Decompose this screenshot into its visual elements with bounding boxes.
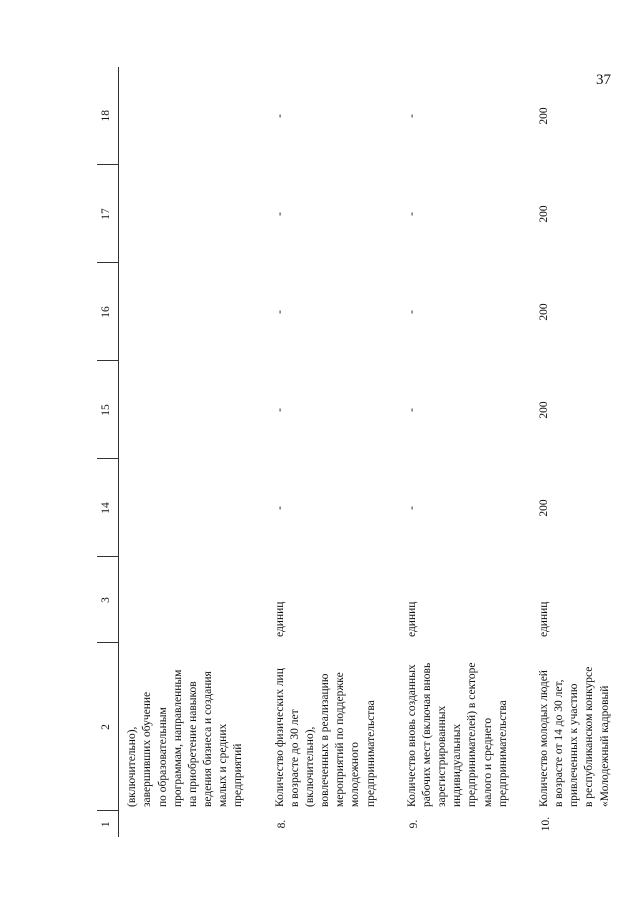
indicator-name-line: малого и среднего: [481, 717, 494, 807]
value-cell: -: [273, 310, 286, 314]
value-cell: [119, 263, 257, 361]
table-row: [257, 67, 389, 837]
indicator-name-line: на приобретение навыков: [186, 681, 199, 807]
table-row: [119, 67, 257, 837]
indicator-name-line: рабочих мест (включая вновь: [420, 662, 433, 807]
indicator-name-line: зарегистрированных: [436, 705, 449, 807]
indicator-name-line: программам, направленным: [171, 669, 184, 807]
value-cell: 200: [537, 401, 550, 419]
value-cell: [119, 67, 257, 165]
page-number: 37: [596, 72, 611, 88]
indicator-name-line: (включительно),: [303, 726, 316, 807]
indicator-name: [521, 643, 623, 811]
col-header-1: 1: [97, 811, 119, 837]
indicator-name-line: по образовательным: [156, 707, 169, 807]
indicator-name-line: молодежного: [349, 741, 362, 807]
value-cell: [119, 165, 257, 263]
value-cell: -: [273, 212, 286, 216]
value-cell: -: [405, 506, 418, 510]
indicator-name-line: в республиканском конкурсе: [583, 666, 596, 807]
indicator-name: [257, 643, 389, 811]
value-cell: 200: [537, 107, 550, 125]
table-row: [521, 67, 623, 837]
table-row: [389, 67, 521, 837]
col-header-14: 14: [97, 459, 119, 557]
value-cell: -: [273, 114, 286, 118]
indicator-name-line: малых и средних: [217, 723, 230, 807]
col-header-15: 15: [97, 361, 119, 459]
value-cell: -: [273, 408, 286, 412]
indicator-name-line: Количество физических лиц: [273, 668, 286, 807]
indicator-table: [97, 67, 623, 837]
value-cell: [119, 361, 257, 459]
indicator-name-line: в возрасте до 30 лет: [288, 709, 301, 807]
indicator-name-line: привлеченных к участию: [568, 683, 581, 807]
indicator-name-line: Количество вновь созданных: [405, 664, 418, 807]
indicator-name: [389, 643, 521, 811]
col-header-2: 2: [97, 643, 119, 811]
value-cell: -: [273, 506, 286, 510]
unit-cell: единиц: [537, 601, 550, 637]
indicator-name-line: предпринимательства: [496, 700, 509, 807]
indicator-name-line: (включительно),: [126, 726, 139, 807]
value-cell: 200: [537, 205, 550, 223]
value-cell: -: [405, 408, 418, 412]
value-cell: -: [405, 310, 418, 314]
value-cell: 200: [537, 499, 550, 517]
indicator-name-line: вовлеченных в реализацию: [319, 673, 332, 807]
unit-cell: единиц: [405, 601, 418, 637]
row-number: 9.: [407, 819, 420, 829]
indicator-name-line: завершивших обучение: [141, 691, 154, 807]
header-row: [97, 67, 119, 837]
value-cell: -: [405, 212, 418, 216]
value-cell: -: [405, 114, 418, 118]
col-header-18: 18: [97, 67, 119, 165]
value-cell: [119, 459, 257, 557]
indicator-name-line: предприятий: [232, 743, 245, 807]
col-header-3: 3: [97, 557, 119, 643]
unit-cell: [119, 557, 257, 643]
indicator-name-line: индивидуальных: [451, 723, 464, 807]
indicator-name-line: «Молодежный кадровый: [598, 685, 611, 807]
row-number: [119, 811, 257, 837]
unit-cell: единиц: [273, 601, 286, 637]
indicator-name-line: ведения бизнеса и создания: [202, 671, 215, 807]
indicator-name-line: предпринимателей) в секторе: [466, 662, 479, 807]
indicator-name-line: мероприятий по поддержке: [334, 672, 347, 807]
indicator-name-line: предпринимательства: [364, 700, 377, 807]
col-header-16: 16: [97, 263, 119, 361]
col-header-17: 17: [97, 165, 119, 263]
row-number: 8.: [275, 819, 288, 829]
indicator-name: [119, 643, 257, 811]
value-cell: 200: [537, 303, 550, 321]
indicator-name-line: Количество молодых людей: [537, 670, 550, 807]
row-number: 10.: [539, 816, 552, 832]
indicator-name-line: в возрасте от 14 до 30 лет,: [553, 679, 566, 807]
